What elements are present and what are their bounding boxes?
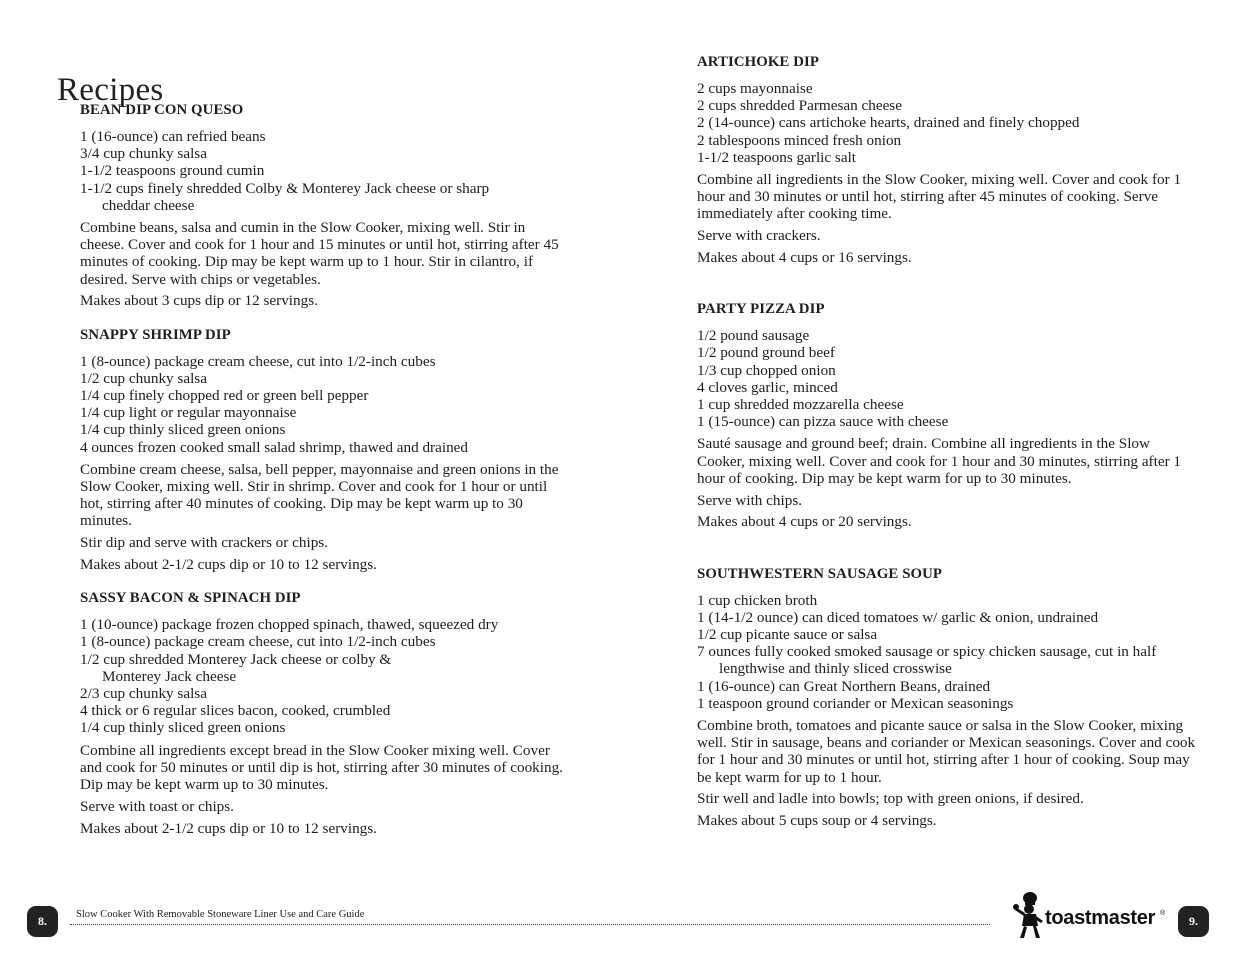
page-number-right: 9. (1178, 906, 1209, 937)
ingredient: 2 (14-ounce) cans artichoke hearts, drained and finely chopped (697, 114, 1080, 132)
ingredient: 1 (8-ounce) package cream cheese, cut into 1/2-inch cubes (80, 633, 436, 651)
ingredient: 1 (16-ounce) can refried beans (80, 128, 266, 145)
serving-note: Stir well and ladle into bowls; top with green onions, if desired. (697, 790, 1084, 808)
ingredient: 1/2 cup picante sauce or salsa (697, 626, 878, 644)
ingredient: 1/3 cup chopped onion (697, 361, 836, 379)
registered-mark: ® (1160, 910, 1166, 917)
ingredient: 1/4 cup light or regular mayonnaise (80, 404, 297, 422)
ingredient: 2/3 cup chunky salsa (80, 685, 207, 703)
ingredient: 1/4 cup thinly sliced green onions (80, 421, 286, 439)
ingredient: 1 (16-ounce) can Great Northern Beans, drained (697, 677, 991, 695)
page-number-left: 8. (27, 906, 58, 937)
ingredient: 1/4 cup thinly sliced green onions (80, 719, 286, 737)
recipe-title: SOUTHWESTERN SAUSAGE SOUP (697, 565, 943, 582)
guide-title: Slow Cooker With Removable Stoneware Liner Use and Care Guide (76, 909, 365, 920)
serving-note: Serve with crackers. (697, 227, 821, 245)
yield: Makes about 2-1/2 cups dip or 10 to 12 servings. (80, 556, 377, 574)
ingredient: 1-1/2 teaspoons ground cumin (80, 162, 265, 180)
logo-wordmark: toastmaster (1045, 907, 1156, 929)
ingredient: 1 (15-ounce) can pizza sauce with cheese (697, 413, 949, 431)
ingredient: 1 (14-1/2 ounce) can diced tomatoes w/ garlic & onion, undrained (697, 608, 1099, 626)
recipe-title: SASSY BACON & SPINACH DIP (80, 590, 301, 607)
ingredient: 2 cups shredded Parmesan cheese (697, 97, 902, 115)
ingredient-list (697, 327, 1197, 430)
ingredient: 1/4 cup finely chopped red or green bell pepper (80, 387, 369, 405)
recipe (80, 326, 570, 574)
recipe-title: PARTY PIZZA DIP (697, 301, 825, 318)
recipe (697, 300, 1197, 530)
ingredient: 4 ounces frozen cooked small salad shrimp, thawed and drained (80, 438, 469, 456)
instructions: Combine beans, salsa and cumin in the Slow Cooker, mixing well. Stir in cheese. Cover and cook for 1 hour and 15 minutes or until hot, stirring after 45 minutes of cooking. Dip may be kept warm up to 1 hour. Stir in cilantro, if desired. Serve with chips or vegetables. (80, 219, 559, 288)
recipe (697, 53, 1197, 266)
ingredient: 1 cup shredded mozzarella cheese (697, 396, 904, 414)
chef-mascot-icon (1012, 888, 1046, 940)
ingredient-list (80, 353, 570, 456)
ingredient-list (697, 80, 1197, 166)
ingredient: 1 (8-ounce) package cream cheese, cut into 1/2-inch cubes (80, 352, 436, 370)
yield: Makes about 4 cups or 20 servings. (697, 513, 912, 531)
recipe (80, 101, 570, 310)
toastmaster-logo (1012, 888, 1172, 940)
ingredient-list (80, 128, 570, 214)
ingredient: 1-1/2 cups finely shredded Colby & Monterey Jack cheese or sharp cheddar cheese (80, 179, 490, 214)
instructions: Combine cream cheese, salsa, bell pepper, mayonnaise and green onions in the Slow Cooker, mixing well. Stir in shrimp. Cover and cook for 1 hour or until hot, stirring after 40 minutes of cooking. Dip may be kept warm up to 30 minutes. (80, 460, 559, 530)
ingredient: 1/2 cup chunky salsa (80, 369, 207, 387)
ingredient: 2 cups mayonnaise (697, 80, 813, 97)
recipe (697, 565, 1197, 830)
yield: Makes about 4 cups or 16 servings. (697, 249, 912, 267)
instructions: Combine all ingredients in the Slow Cooker, mixing well. Cover and cook for 1 hour and 30 minutes or until hot, stirring after 45 minutes of cooking. Serve immediately after cooking time. (697, 171, 1182, 223)
instructions: Combine broth, tomatoes and picante sauce or salsa in the Slow Cooker, mixing well. Stir in sausage, beans and coriander or Mexican seasonings. Cover and cook for 1 hour and 30 minutes or until hot, stirring after 1 hour of cooking. Soup may be kept warm for up to 1 hour. (697, 717, 1196, 786)
yield: Makes about 2-1/2 cups dip or 10 to 12 servings. (80, 819, 377, 837)
ingredient: 4 thick or 6 regular slices bacon, cooked, crumbled (80, 702, 391, 720)
yield: Makes about 3 cups dip or 12 servings. (80, 292, 318, 310)
serving-note: Serve with chips. (697, 491, 803, 509)
serving-note: Serve with toast or chips. (80, 797, 234, 815)
recipe-title: SNAPPY SHRIMP DIP (80, 326, 231, 343)
left-column (80, 101, 570, 853)
ingredient-list (80, 616, 570, 736)
instructions: Sauté sausage and ground beef; drain. Combine all ingredients in the Slow Cooker, mixing well. Cover and cook for 1 hour and 30 minutes, stirring after 1 hour of cooking. Dip may be kept warm for up to 30 minutes. (697, 435, 1182, 487)
ingredient: 1 (10-ounce) package frozen chopped spinach, thawed, squeezed dry (80, 616, 499, 634)
right-column (697, 53, 1197, 863)
recipe-title: ARTICHOKE DIP (697, 54, 820, 70)
ingredient: 1-1/2 teaspoons garlic salt (697, 148, 857, 166)
ingredient: 1/2 pound ground beef (697, 344, 835, 362)
ingredient: 7 ounces fully cooked smoked sausage or spicy chicken sausage, cut in half lengthwise and thinly sliced crosswise (697, 643, 1157, 678)
ingredient-list (697, 592, 1197, 712)
recipe (80, 589, 570, 837)
serving-note: Stir dip and serve with crackers or chips. (80, 534, 328, 552)
ingredient: 1/2 pound sausage (697, 327, 810, 345)
ingredient: 1/2 cup shredded Monterey Jack cheese or colby & Monterey Jack cheese (80, 650, 392, 685)
ingredient: 1 teaspoon ground coriander or Mexican seasonings (697, 694, 1014, 712)
ingredient: 4 cloves garlic, minced (697, 378, 838, 396)
instructions: Combine all ingredients except bread in the Slow Cooker mixing well. Cover and cook for 50 minutes or until dip is hot, stirring after 30 minutes of cooking. Dip may be kept warm up to 30 minutes. (80, 741, 563, 794)
footer-dotted-rule (70, 924, 990, 925)
page-title: Recipes (57, 72, 164, 109)
ingredient: 3/4 cup chunky salsa (80, 145, 207, 163)
ingredient: 1 cup chicken broth (697, 591, 818, 609)
recipe-title: BEAN DIP CON QUESO (80, 102, 244, 118)
ingredient: 2 tablespoons minced fresh onion (697, 131, 902, 149)
yield: Makes about 5 cups soup or 4 servings. (697, 812, 937, 830)
